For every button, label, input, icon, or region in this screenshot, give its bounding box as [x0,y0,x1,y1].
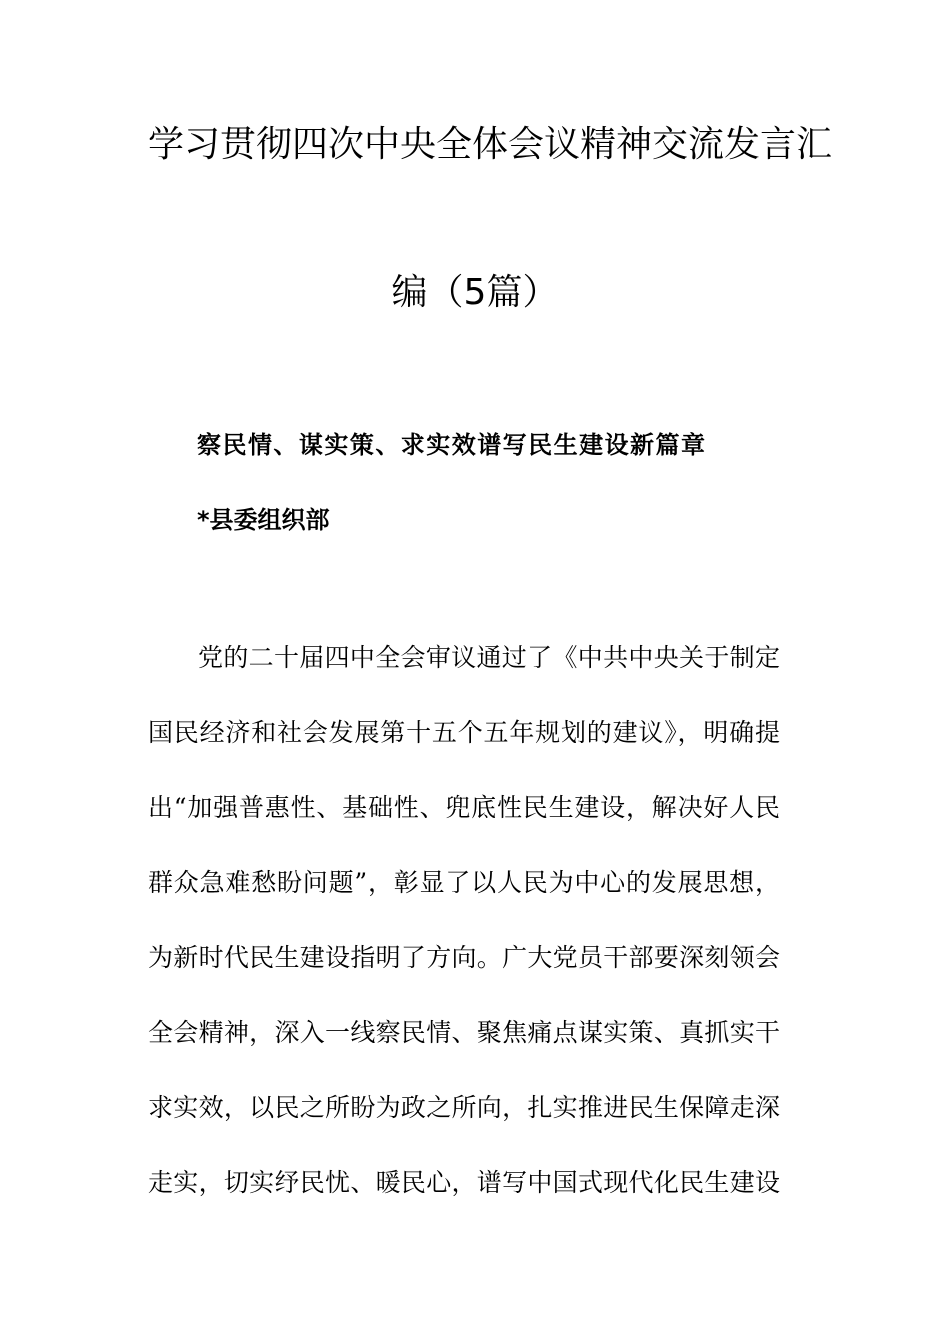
document-title-line-2: 编（5篇） [391,272,559,313]
body-line: 求实效，以民之所盼为政之所向，扎实推进民生保障走深 [148,1093,780,1122]
body-line: 走实，切实纾民忧、暖民心，谱写中国式现代化民生建设 [148,1168,780,1197]
article-title: 察民情、谋实策、求实效谱写民生建设新篇章 [197,431,705,459]
body-line: 国民经济和社会发展第十五个五年规划的建议》，明确提 [148,718,780,747]
article-author: *县委组织部 [197,506,330,534]
document-title-line-1: 学习贯彻四次中央全体会议精神交流发言汇 [148,124,833,165]
body-line: 为新时代民生建设指明了方向。广大党员干部要深刻领会 [148,943,780,972]
body-line: 出“加强普惠性、基础性、兜底性民生建设，解决好人民 [148,793,780,822]
article-body [148,640,780,1240]
body-line: 全会精神，深入一线察民情、聚焦痛点谋实策、真抓实干 [148,1018,780,1047]
body-line: 群众急难愁盼问题”，彰显了以人民为中心的发展思想， [148,868,780,897]
body-line: 党的二十届四中全会审议通过了《中共中央关于制定 [198,643,780,672]
